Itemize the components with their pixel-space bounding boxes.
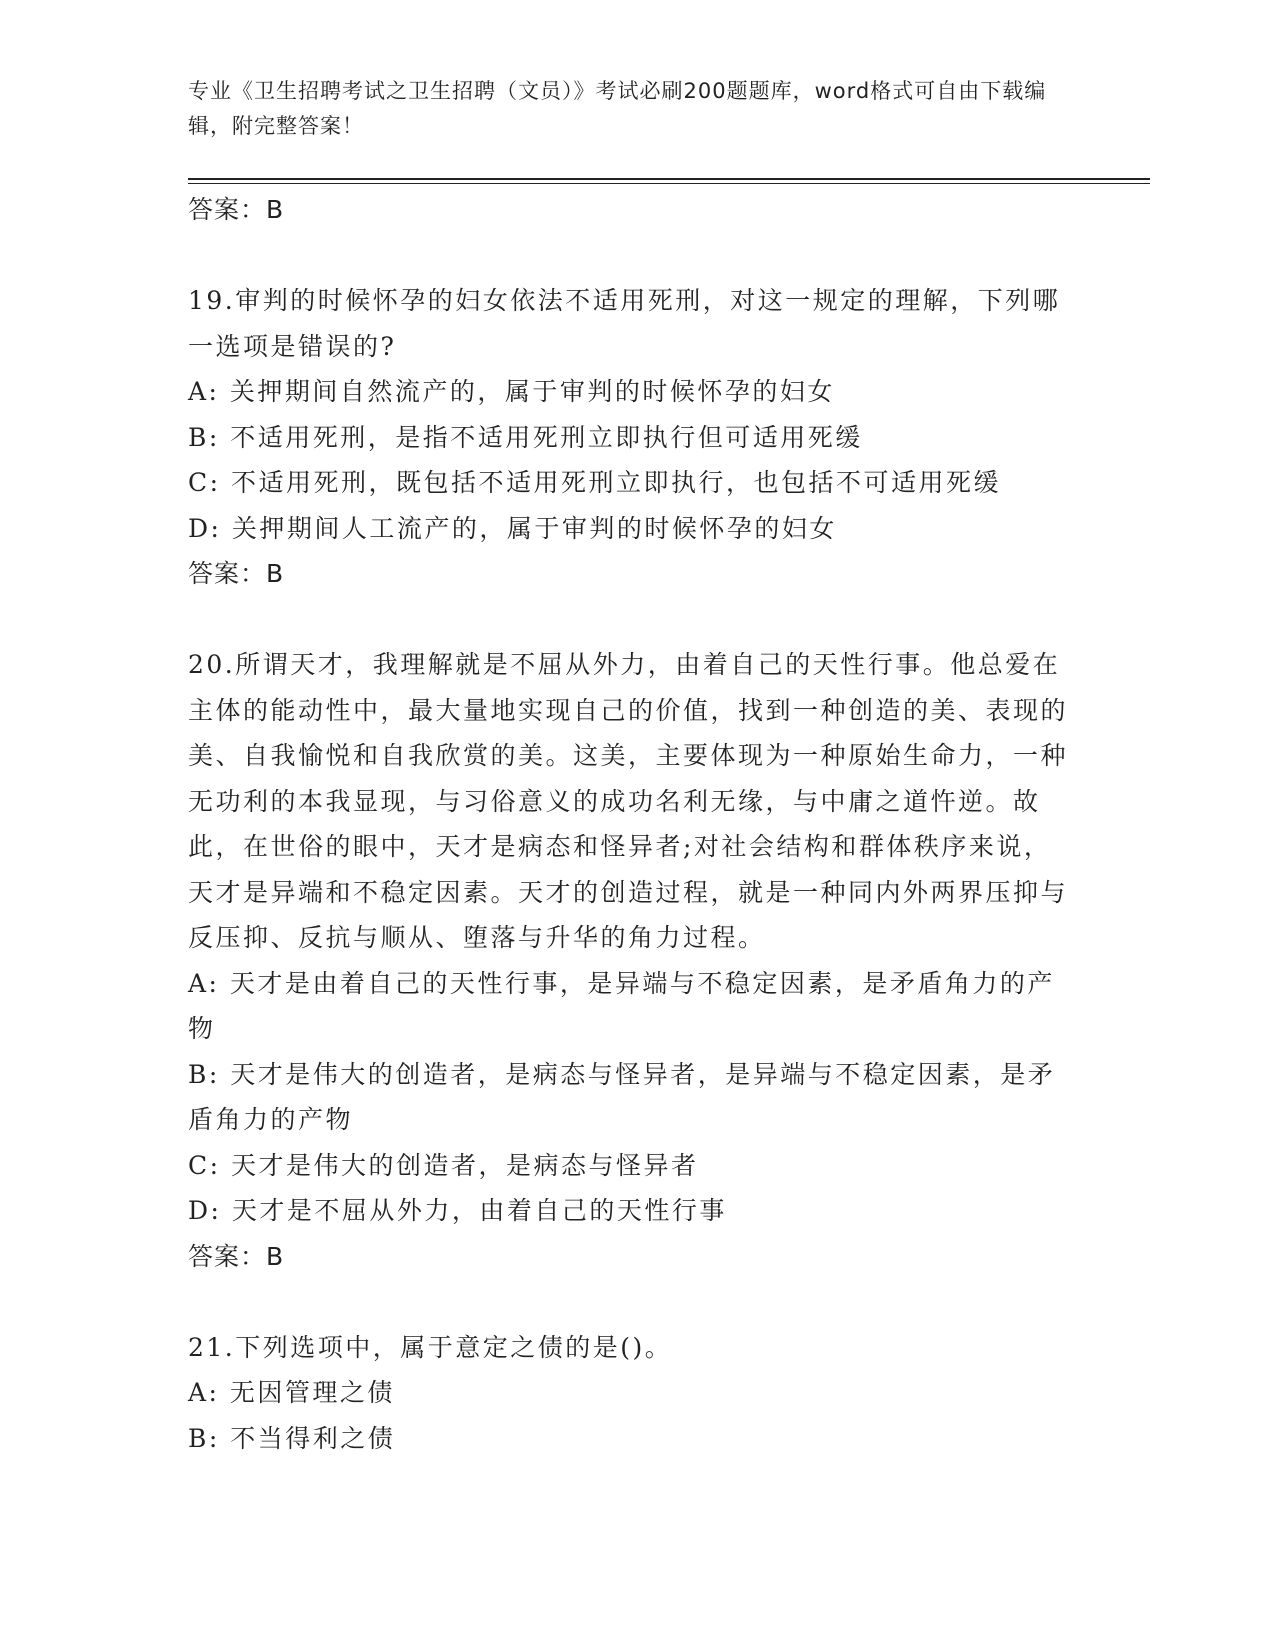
question-20-stem: 20.所谓天才，我理解就是不屈从外力，由着自己的天性行事。他总爱在主体的能动性中，最大量地实现自己的价值，找到一种创造的美、表现的美、自我愉悦和自我欣赏的美。这美，主要体现为一种原始生命力，一种无功利的本我显现，与习俗意义的成功名利无缘，与中庸之道忤逆。故此，在世俗的眼中，天才是病态和怪异者;对社会结构和群体秩序来说，天才是异端和不稳定因素。天才的创造过程，就是一种同内外两界压抑与反压抑、反抗与顺从、堕落与升华的角力过程。 bbox=[188, 650, 1069, 952]
question-21 bbox=[188, 1325, 1078, 1462]
spacer bbox=[188, 597, 1078, 643]
question-21-option-b: B: 不当得利之债 bbox=[188, 1423, 396, 1453]
question-19-option-a: A: 关押期间自然流产的，属于审判的时候怀孕的妇女 bbox=[188, 377, 835, 406]
answer-18: 答案：B bbox=[188, 195, 285, 224]
question-19-option-d: D: 关押期间人工流产的，属于审判的时候怀孕的妇女 bbox=[188, 513, 837, 543]
header-rule-thin bbox=[188, 183, 1150, 184]
question-20-option-c: C: 天才是伟大的创造者，是病态与怪异者 bbox=[188, 1150, 699, 1180]
question-19-option-c: C: 不适用死刑，既包括不适用死刑立即执行，也包括不可适用死缓 bbox=[188, 468, 1002, 497]
question-19-option-b: B: 不适用死刑，是指不适用死刑立即执行但可适用死缓 bbox=[188, 422, 863, 452]
header-rule-thick bbox=[188, 178, 1150, 180]
question-20-option-d: D: 天才是不屈从外力，由着自己的天性行事 bbox=[188, 1196, 727, 1225]
answer-20: 答案：B bbox=[188, 1241, 285, 1271]
question-20-option-a: A: 天才是由着自己的天性行事，是异端与不稳定因素，是矛盾角力的产物 bbox=[188, 968, 1055, 1043]
question-19-stem: 19.审判的时候怀孕的妇女依法不适用死刑，对这一规定的理解，下列哪一选项是错误的? bbox=[188, 286, 1061, 361]
spacer bbox=[188, 1279, 1078, 1325]
question-21-stem: 21.下列选项中，属于意定之债的是()。 bbox=[188, 1332, 673, 1362]
question-21-option-a: A: 无因管理之债 bbox=[188, 1378, 395, 1407]
question-19 bbox=[188, 278, 1078, 597]
spacer bbox=[188, 233, 1078, 279]
document-body bbox=[188, 187, 1078, 1461]
page-header: 专业《卫生招聘考试之卫生招聘（文员）》考试必刷200题题库，word格式可自由下载编辑，附完整答案！ bbox=[188, 79, 1047, 138]
answer-19: 答案：B bbox=[188, 559, 285, 588]
question-20 bbox=[188, 642, 1078, 1279]
question-20-option-b: B: 天才是伟大的创造者，是病态与怪异者，是异端与不稳定因素，是矛盾角力的产物 bbox=[188, 1059, 1056, 1134]
